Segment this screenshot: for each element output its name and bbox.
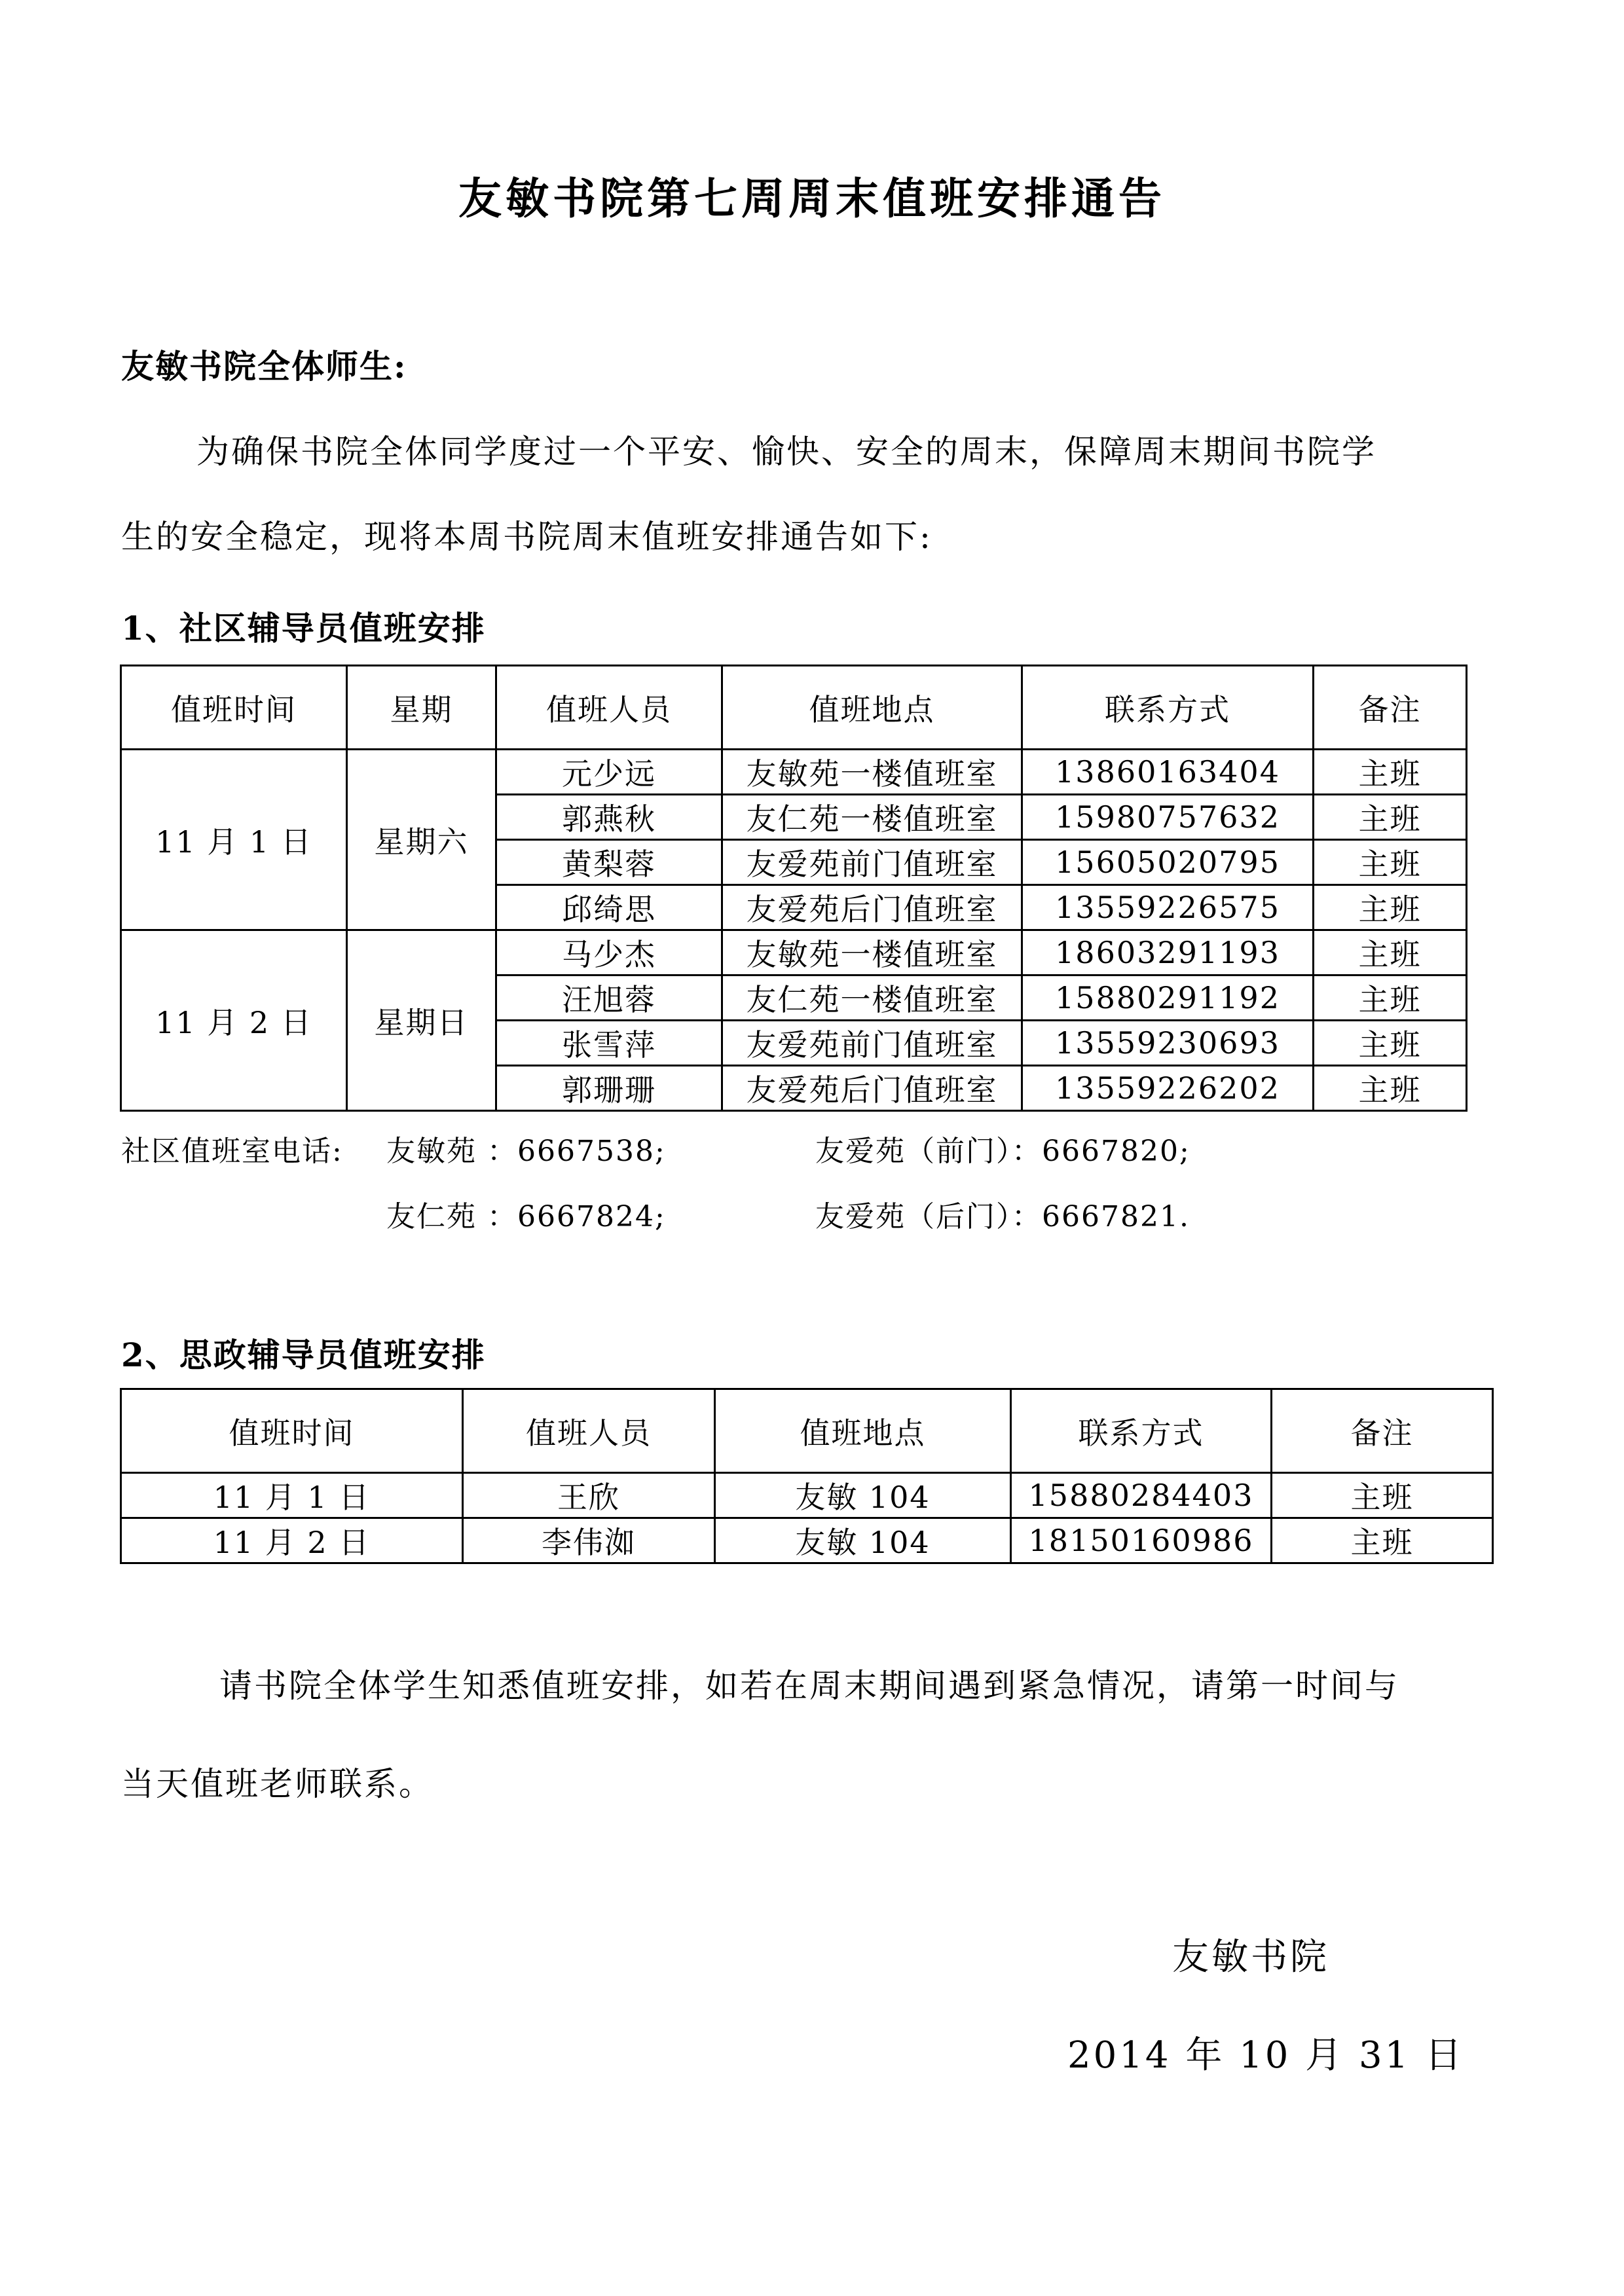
- person-cell: 邱绮思: [496, 885, 722, 930]
- location-cell: 友仁苑一楼值班室: [722, 975, 1022, 1021]
- closing-text: 请书院全体学生知悉值班安排，如若在周末期间遇到紧急情况，请第一时间与当天值班老师联系。: [121, 1667, 1399, 1803]
- phone-cell: 15880291192: [1022, 975, 1314, 1021]
- location-cell: 友爱苑前门值班室: [722, 840, 1022, 885]
- phone-cell: 15605020795: [1022, 840, 1314, 885]
- table-row: [121, 1518, 1493, 1563]
- note-cell: 主班: [1314, 840, 1467, 885]
- note-cell: 主班: [1314, 975, 1467, 1021]
- header-cell: 值班时间: [121, 1389, 463, 1473]
- table-header-row: [121, 1389, 1493, 1473]
- closing-paragraph: [121, 1637, 1405, 1833]
- header-cell: 值班地点: [715, 1389, 1011, 1473]
- youai-back-phone: 友爱苑（后门）：6667821.: [815, 1200, 1190, 1233]
- date-cell: 11 月 1 日: [121, 1473, 463, 1518]
- person-cell: 王欣: [463, 1473, 715, 1518]
- intro-paragraph: [121, 409, 1405, 579]
- phone-cell: 13860163404: [1022, 750, 1314, 795]
- note-cell: 主班: [1272, 1518, 1493, 1563]
- location-cell: 友爱苑后门值班室: [722, 1066, 1022, 1111]
- note-cell: 主班: [1314, 930, 1467, 975]
- location-cell: 友敏苑一楼值班室: [722, 750, 1022, 795]
- header-cell: 备注: [1314, 666, 1467, 750]
- signature-org: 友敏书院: [1172, 1936, 1329, 1978]
- location-cell: 友敏 104: [715, 1473, 1011, 1518]
- youren-phone: 友仁苑 ：6667824;: [386, 1200, 666, 1233]
- date-cell: 11 月 2 日: [121, 930, 347, 1111]
- community-duty-table: [120, 665, 1467, 1112]
- duty-phone-label: 社区值班室电话:: [121, 1135, 343, 1168]
- note-cell: 主班: [1314, 1021, 1467, 1066]
- person-cell: 黄梨蓉: [496, 840, 722, 885]
- phone-cell: 13559226575: [1022, 885, 1314, 930]
- note-cell: 主班: [1314, 750, 1467, 795]
- phone-cell: 13559230693: [1022, 1021, 1314, 1066]
- signature-date: 2014 年 10 月 31 日: [1067, 2034, 1465, 2077]
- note-cell: 主班: [1314, 1066, 1467, 1111]
- date-cell: 11 月 2 日: [121, 1518, 463, 1563]
- person-cell: 元少远: [496, 750, 722, 795]
- youmin-phone: 友敏苑 ：6667538;: [386, 1135, 666, 1168]
- weekday-cell: 星期日: [347, 930, 496, 1111]
- table-row: [121, 930, 1467, 975]
- person-cell: 郭珊珊: [496, 1066, 722, 1111]
- location-cell: 友爱苑后门值班室: [722, 885, 1022, 930]
- notice-title: 友敏书院第七周周末值班安排通告: [458, 173, 1166, 224]
- weekday-cell: 星期六: [347, 750, 496, 930]
- location-cell: 友敏 104: [715, 1518, 1011, 1563]
- header-cell: 联系方式: [1011, 1389, 1272, 1473]
- person-cell: 郭燕秋: [496, 795, 722, 840]
- counselor-duty-table: [120, 1388, 1494, 1564]
- note-cell: 主班: [1314, 885, 1467, 930]
- salutation: 友敏书院全体师生:: [121, 347, 407, 386]
- note-cell: 主班: [1272, 1473, 1493, 1518]
- section2-title: 2、思政辅导员值班安排: [121, 1336, 486, 1374]
- location-cell: 友敏苑一楼值班室: [722, 930, 1022, 975]
- phone-cell: 18150160986: [1011, 1518, 1272, 1563]
- section1-title: 1、社区辅导员值班安排: [121, 609, 486, 647]
- intro-text: 为确保书院全体同学度过一个平安、愉快、安全的周末，保障周末期间书院学生的安全稳定，现将本周书院周末值班安排通告如下:: [121, 433, 1376, 556]
- header-cell: 值班时间: [121, 666, 347, 750]
- note-cell: 主班: [1314, 795, 1467, 840]
- person-cell: 张雪萍: [496, 1021, 722, 1066]
- table-row: [121, 1473, 1493, 1518]
- header-cell: 值班地点: [722, 666, 1022, 750]
- person-cell: 汪旭蓉: [496, 975, 722, 1021]
- date-cell: 11 月 1 日: [121, 750, 347, 930]
- location-cell: 友爱苑前门值班室: [722, 1021, 1022, 1066]
- person-cell: 马少杰: [496, 930, 722, 975]
- table-row: [121, 750, 1467, 795]
- header-cell: 星期: [347, 666, 496, 750]
- header-cell: 值班人员: [496, 666, 722, 750]
- location-cell: 友仁苑一楼值班室: [722, 795, 1022, 840]
- phone-cell: 15880284403: [1011, 1473, 1272, 1518]
- youai-front-phone: 友爱苑（前门）：6667820;: [815, 1135, 1190, 1168]
- header-cell: 值班人员: [463, 1389, 715, 1473]
- phone-cell: 18603291193: [1022, 930, 1314, 975]
- header-cell: 联系方式: [1022, 666, 1314, 750]
- header-cell: 备注: [1272, 1389, 1493, 1473]
- person-cell: 李伟洳: [463, 1518, 715, 1563]
- table-header-row: [121, 666, 1467, 750]
- phone-cell: 15980757632: [1022, 795, 1314, 840]
- phone-cell: 13559226202: [1022, 1066, 1314, 1111]
